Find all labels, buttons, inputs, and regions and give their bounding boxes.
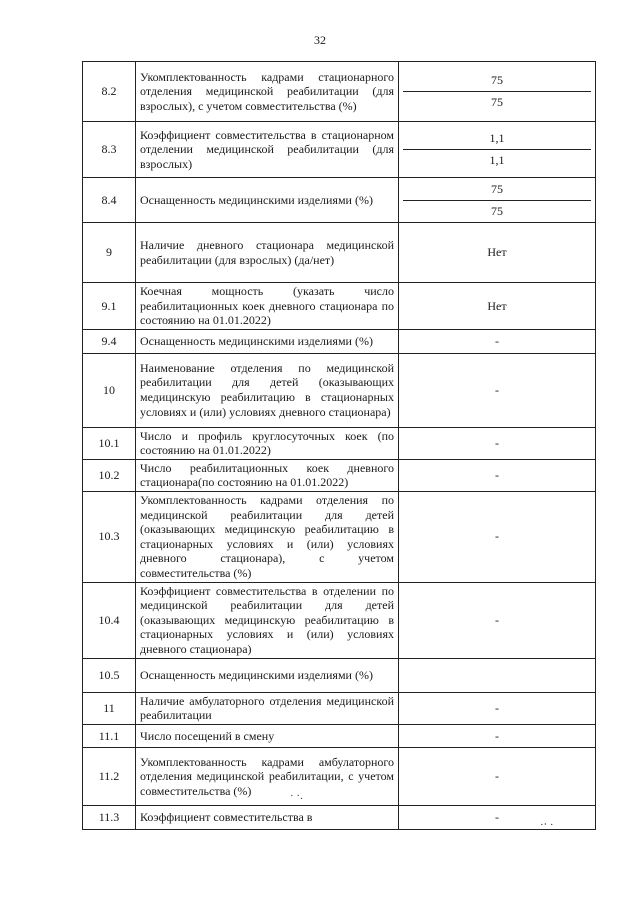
row-value-cell xyxy=(399,223,596,283)
row-number: 8.4 xyxy=(83,178,136,223)
table-row xyxy=(83,283,596,330)
table-row xyxy=(83,353,596,427)
table-row xyxy=(83,658,596,692)
table-row xyxy=(83,692,596,724)
row-number: 10.3 xyxy=(83,491,136,582)
table-row xyxy=(83,329,596,353)
row-number: 10 xyxy=(83,353,136,427)
row-value xyxy=(403,672,591,678)
row-number: 10.5 xyxy=(83,658,136,692)
row-description: Оснащенность медицинскими изделиями (%) xyxy=(136,178,399,223)
row-description: Число реабилитационных коек дневного стационара(по состоянию на 01.01.2022) xyxy=(136,459,399,491)
table-row xyxy=(83,582,596,658)
row-value: 75 xyxy=(491,182,503,196)
row-description: Оснащенность медицинскими изделиями (%) xyxy=(136,658,399,692)
row-number: 11 xyxy=(83,692,136,724)
row-number: 9 xyxy=(83,223,136,283)
row-value: 75 xyxy=(403,200,591,222)
table-row xyxy=(83,178,596,223)
row-value-cell xyxy=(399,658,596,692)
handwritten-mark: · ·. xyxy=(290,790,303,802)
table-row xyxy=(83,459,596,491)
row-value-cell xyxy=(399,491,596,582)
indicators-table xyxy=(82,61,596,830)
row-description: Коэффициент совместительства в отделении по медицинской реабилитации для детей (оказывающих медицинскую реабилитацию в стационарных условиях и (или) условиях дневного стационара) xyxy=(136,582,399,658)
row-value: - xyxy=(495,612,499,627)
table-row xyxy=(83,122,596,178)
scribble-mark: ·‧ · xyxy=(540,819,554,831)
row-number: 10.4 xyxy=(83,582,136,658)
row-description: Коечная мощность (указать число реабилитационных коек дневного стационара по состоянию на 01.01.2022) xyxy=(136,283,399,330)
row-value: Нет xyxy=(487,245,507,260)
table-row xyxy=(83,748,596,806)
row-number: 8.2 xyxy=(83,62,136,122)
row-value: - xyxy=(495,333,499,348)
row-number: 11.2 xyxy=(83,748,136,806)
row-value: - xyxy=(495,382,499,397)
row-description: Коэффициент совместительства в стационарном отделении медицинской реабилитации (для взрослых) xyxy=(136,122,399,178)
row-value: - xyxy=(495,468,499,483)
row-number: 10.2 xyxy=(83,459,136,491)
row-value-cell xyxy=(399,692,596,724)
row-description: Оснащенность медицинскими изделиями (%) xyxy=(136,329,399,353)
table-row xyxy=(83,724,596,748)
row-value-cell xyxy=(399,329,596,353)
row-description: Наличие амбулаторного отделения медицинской реабилитации xyxy=(136,692,399,724)
row-value-cell xyxy=(399,178,596,223)
row-description: Укомплектованность кадрами амбулаторного отделения медицинской реабилитации, с учетом совместительства (%) xyxy=(136,748,399,806)
row-number: 10.1 xyxy=(83,427,136,459)
row-value-cell xyxy=(399,283,596,330)
row-description: Коэффициент совместительства в xyxy=(136,806,399,830)
row-description: Укомплектованность кадрами стационарного отделения медицинской реабилитации (для взрослых), с учетом совместительства (%) xyxy=(136,62,399,122)
row-value-cell xyxy=(399,806,596,830)
row-description: Число и профиль круглосуточных коек (по состоянию на 01.01.2022) xyxy=(136,427,399,459)
table-row xyxy=(83,62,596,122)
row-value: 1,1 xyxy=(489,131,505,146)
row-value: - xyxy=(495,700,499,715)
row-number: 9.1 xyxy=(83,283,136,330)
row-value-cell xyxy=(399,582,596,658)
row-value-cell xyxy=(399,353,596,427)
row-value-cell xyxy=(399,62,596,122)
row-description: Наличие дневного стационара медицинской реабилитации (для взрослых) (да/нет) xyxy=(136,223,399,283)
row-value: 1,1 xyxy=(403,149,591,171)
row-value: - xyxy=(495,769,499,784)
table-body xyxy=(83,62,596,830)
table-row xyxy=(83,223,596,283)
row-number: 11.1 xyxy=(83,724,136,748)
row-value: - xyxy=(495,435,499,450)
table-row xyxy=(83,806,596,830)
page-number: 32 xyxy=(314,33,326,47)
row-number: 11.3 xyxy=(83,806,136,830)
table-row xyxy=(83,427,596,459)
row-value-cell xyxy=(399,748,596,806)
row-value-cell xyxy=(399,122,596,178)
row-description: Наименование отделения по медицинской реабилитации для детей (оказывающих медицинскую реабилитацию в стационарных условиях и (или) условиях дневного стационара) xyxy=(136,353,399,427)
row-number: 8.3 xyxy=(83,122,136,178)
row-value-cell xyxy=(399,724,596,748)
row-value: - xyxy=(495,529,499,544)
row-value: - xyxy=(495,810,499,825)
row-value: - xyxy=(495,728,499,743)
row-value-cell xyxy=(399,427,596,459)
table-row xyxy=(83,491,596,582)
row-value: 75 xyxy=(403,91,591,113)
row-value-cell xyxy=(399,459,596,491)
row-number: 9.4 xyxy=(83,329,136,353)
row-value: Нет xyxy=(487,298,507,313)
row-description: Укомплектованность кадрами отделения по медицинской реабилитации для детей (оказывающих медицинскую реабилитацию в стационарных условиях и (или) условиях дневного стационара), с учетом совместительства (%) xyxy=(136,491,399,582)
row-value: 75 xyxy=(491,73,503,88)
row-description: Число посещений в смену xyxy=(136,724,399,748)
